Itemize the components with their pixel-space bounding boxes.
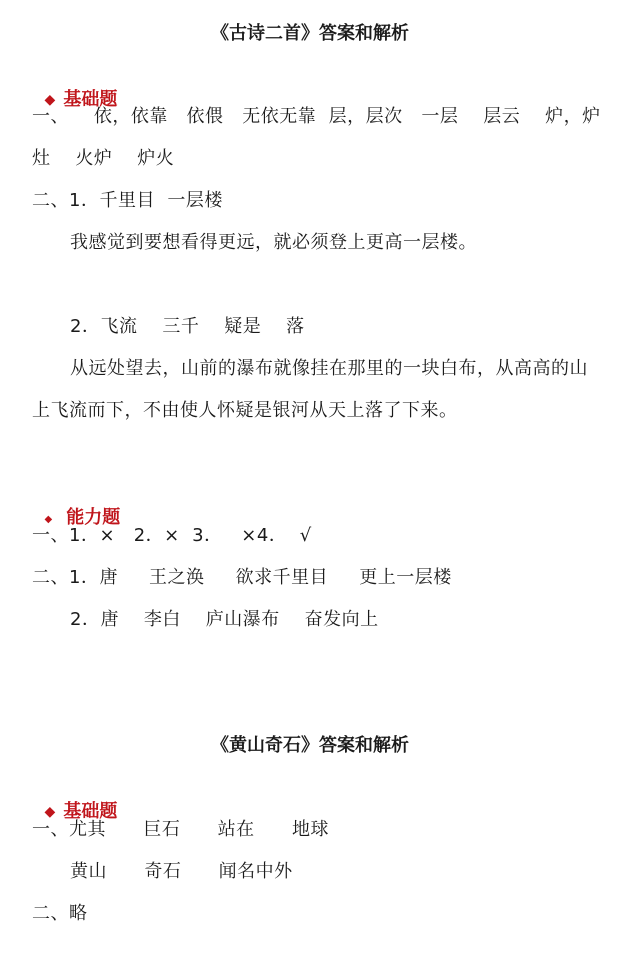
doc1-basic-heading-label: 基础题 — [63, 89, 118, 110]
doc1-basic-line-5: 2．飞流 三千 疑是 落 — [70, 316, 305, 337]
doc2-basic-heading-label: 基础题 — [63, 801, 118, 822]
diamond-bullet-icon: ◆ — [44, 804, 56, 820]
doc2-basic-line-2: 黄山 奇石 闻名中外 — [70, 861, 293, 882]
doc1-basic-line-7: 上飞流而下，不由使人怀疑是银河从天上落了下来。 — [32, 400, 458, 421]
doc1-basic-line-6: 从远处望去，山前的瀑布就像挂在那里的一块白布，从高高的山 — [70, 358, 588, 379]
doc2-basic-line-3: 二、略 — [32, 903, 88, 924]
doc2-basic-heading — [32, 776, 117, 824]
doc1-basic-line-2: 灶 火炉 炉火 — [32, 148, 175, 169]
diamond-bullet-icon: ◆ — [44, 92, 56, 108]
doc2-title: 《黄山奇石》答案和解析 — [211, 735, 409, 756]
doc1-ability-line-1: 一、1．× 2．× 3． ×4． √ — [32, 525, 312, 546]
doc1-title: 《古诗二首》答案和解析 — [211, 23, 409, 44]
doc1-ability-heading-label: 能力题 — [66, 507, 121, 528]
doc1-basic-line-3: 二、1．千里目 一层楼 — [32, 190, 223, 211]
doc1-ability-line-3: 2．唐 李白 庐山瀑布 奋发向上 — [70, 609, 379, 630]
diamond-bullet-icon: ◆ — [44, 514, 53, 525]
doc1-ability-line-2: 二、1．唐 王之涣 欲求千里目 更上一层楼 — [32, 567, 452, 588]
doc1-basic-line-1: 一、 依，依靠 依偎 无依无靠 层，层次 一层 层云 炉，炉 — [32, 106, 601, 127]
doc2-basic-line-1: 一、尤其 巨石 站在 地球 — [32, 819, 329, 840]
doc1-basic-line-4: 我感觉到要想看得更远，就必须登上更高一层楼。 — [70, 232, 477, 253]
